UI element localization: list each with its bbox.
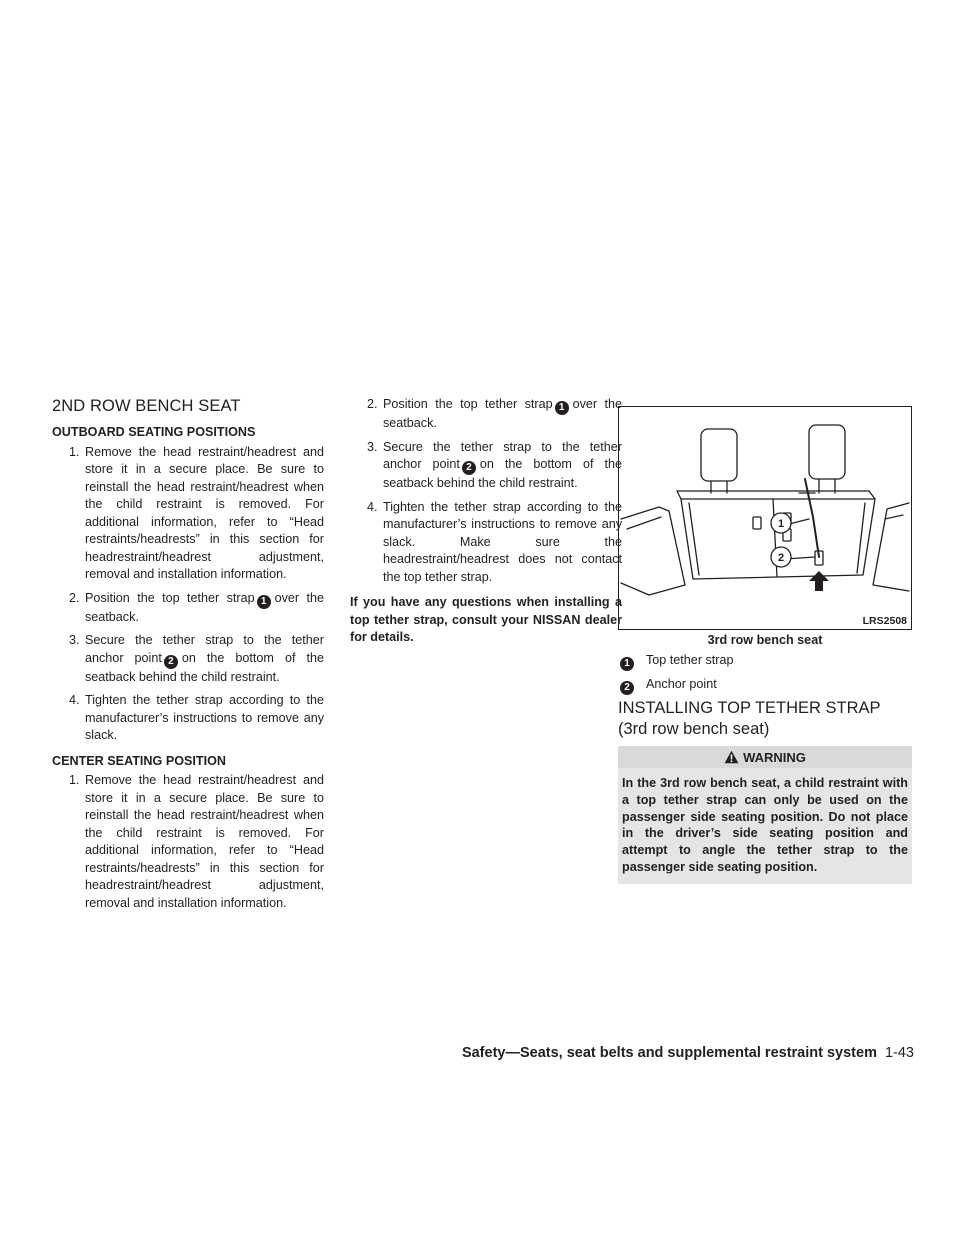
figure-legend	[618, 652, 912, 700]
section-heading-2nd-row: 2ND ROW BENCH SEAT	[52, 397, 241, 415]
figure-caption: 3rd row bench seat	[707, 633, 823, 647]
marker-2-icon: 2	[462, 461, 476, 475]
footer-title: Safety—Seats, seat belts and supplemental restraint system	[461, 1045, 877, 1061]
step-item: 4. Tighten the tether strap according to the manufacturer’s instructions to remove any slack.	[69, 693, 324, 742]
headrest-left	[701, 429, 737, 481]
warning-header: WARNING	[618, 746, 912, 768]
center-steps-continued	[350, 396, 622, 586]
marker-2-icon: 2	[620, 681, 634, 695]
marker-1-icon: 1	[555, 401, 569, 415]
bench-seat-drawing	[619, 407, 911, 629]
step-item: 3. Secure the tether strap to the tether anchor point 2 on the bottom of the seatback behind the child restraint.	[367, 439, 622, 490]
seat-illustration	[618, 406, 912, 630]
column-middle	[350, 396, 622, 647]
headrest-right	[809, 425, 845, 479]
figure-code: LRS2508	[862, 615, 907, 627]
center-steps	[52, 772, 324, 912]
warning-box	[618, 746, 912, 884]
marker-1-icon: 1	[620, 657, 634, 671]
svg-text:2: 2	[777, 552, 785, 564]
column-left	[52, 396, 324, 920]
legend-item: 1 Top tether strap	[618, 652, 912, 676]
marker-2-icon: 2	[164, 655, 178, 669]
step-item: 2. Position the top tether strap 1 over the seatback.	[69, 590, 324, 624]
outboard-steps	[52, 444, 324, 745]
dealer-note: If you have any questions when installing a top tether strap, consult your NISSAN dealer for details.	[350, 595, 622, 644]
warning-text: In the 3rd row bench seat, a child restraint with a top tether strap can only be used on the passenger side seating position. Do not place in the driver’s side seating position and attempt to angle the tether strap to the passenger side seating position.	[622, 776, 908, 874]
step-item: 4. Tighten the tether strap according to the manufacturer’s instructions to remove any slack. Make sure the headrestraint/headrest does not contact the top tether strap.	[367, 499, 622, 584]
warning-icon	[724, 750, 739, 764]
marker-1-icon: 1	[257, 595, 271, 609]
section-heading-3rd-row: INSTALLING TOP TETHER STRAP (3rd row bench seat)	[618, 699, 881, 738]
step-item: 1. Remove the head restraint/headrest and store it in a secure place. Be sure to reinstall the head restraint/headrest when the child restraint is removed. For additional information, refer to “Head restraints/headrests” in this section for headrestraint/headrest adjustment, removal and installation information.	[69, 773, 324, 910]
page-number: 1-43	[884, 1045, 914, 1061]
page-footer	[0, 1045, 914, 1061]
svg-text:1: 1	[777, 518, 785, 530]
subheading-center: CENTER SEATING POSITION	[52, 753, 226, 768]
right-seat-edge	[873, 503, 909, 591]
step-item: 1. Remove the head restraint/headrest and store it in a secure place. Be sure to reinstall the head restraint/headrest when the child restraint is removed. For additional information, refer to “Head restraints/headrests” in this section for headrestraint/headrest adjustment, removal and installation information.	[69, 444, 324, 581]
subheading-outboard: OUTBOARD SEATING POSITIONS	[52, 425, 256, 439]
step-item: 3. Secure the tether strap to the tether anchor point 2 on the bottom of the seatback behind the child restraint.	[69, 633, 324, 684]
legend-item: 2 Anchor point	[618, 676, 912, 700]
step-item: 2. Position the top tether strap 1 over the seatback.	[367, 397, 622, 430]
